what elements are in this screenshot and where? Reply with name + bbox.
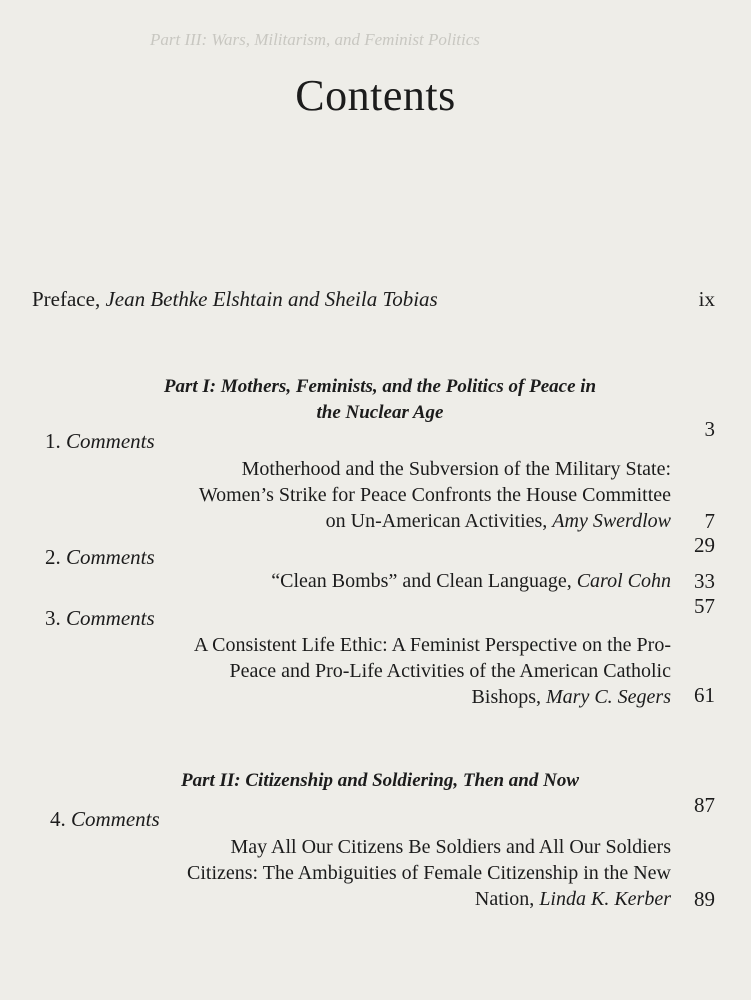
comments-entry: 1. Comments (45, 429, 155, 453)
page-number: 29 (694, 533, 715, 557)
page-number: 87 (694, 793, 715, 817)
page-number: 57 (694, 594, 715, 618)
comments-entry: 4. Comments (50, 807, 160, 831)
comments-entry: 2. Comments (45, 545, 155, 569)
page-number: 33 (694, 569, 715, 593)
essay-entry: A Consistent Life Ethic: A Feminist Perspective on the Pro- Peace and Pro-Life Activities of the American Catholic Bishops, Mary C. Segers (193, 634, 671, 708)
comments-entry: 3. Comments (45, 606, 155, 630)
bleed-text: Part III: Wars, Militarism, and Feminist Politics (150, 30, 480, 49)
page-number: 89 (694, 887, 715, 911)
page-number: 61 (694, 683, 715, 707)
essay-entry: May All Our Citizens Be Soldiers and All Our Soldiers Citizens: The Ambiguities of Female Citizenship in the New Nation, Linda K. Kerber (186, 836, 671, 910)
part-heading: Part I: Mothers, Feminists, and the Politics of Peace in the Nuclear Age (163, 376, 597, 423)
page-number: 7 (704, 509, 715, 533)
page-number: 3 (704, 417, 715, 441)
essay-entry: Motherhood and the Subversion of the Military State: Women’s Strike for Peace Confronts the House Committee on Un-American Activities, Amy Swerdlow (198, 458, 671, 532)
preface-entry: Preface, Jean Bethke Elshtain and Sheila Tobias (32, 287, 438, 311)
essay-entry: “Clean Bombs” and Clean Language, Carol Cohn (271, 570, 671, 592)
part-heading: Part II: Citizenship and Soldiering, Then and Now (180, 770, 580, 791)
preface-page: ix (698, 287, 715, 311)
page-title: Contents (295, 71, 456, 120)
